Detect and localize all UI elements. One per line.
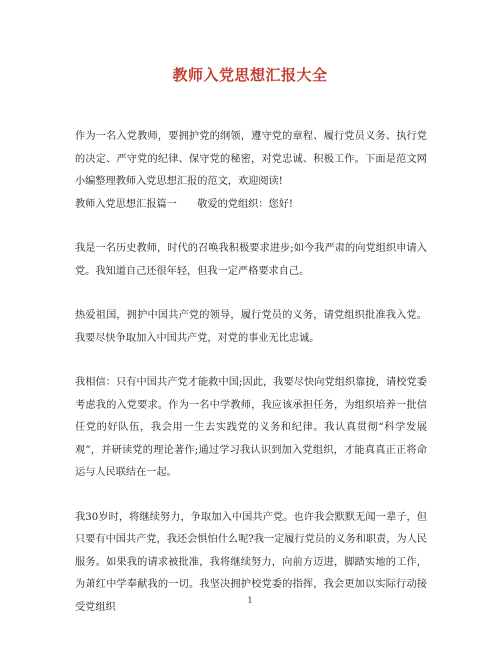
paragraph-gap: [75, 216, 427, 238]
body-paragraph: 我30岁时，将继续努力，争取加入中国共产党。也许我会默默无闻一辈子，但只要有中国共产党，我还会惧怕什么呢?我一定履行党员的义务和职责，为人民服务。如果我的请求被批准，我将继续努力，向前方迈进，脚踏实地的工作，为萧红中学奉献我的一切。我坚决拥护校党委的指挥，我会更加以实际行动接受党组织: [75, 511, 427, 613]
paragraph-gap: [75, 350, 427, 372]
body-paragraph: 热爱祖国，拥护中国共产党的领导，履行党员的义务，请党组织批准我入党。我要尽快争取加入中国共产党，对党的事业无比忠诚。: [75, 310, 427, 344]
document-title: 教师入党思想汇报大全: [172, 66, 328, 84]
paragraph-gap: [75, 283, 427, 305]
intro-paragraph: 作为一名入党教师，要拥护党的纲领，遵守党的章程、履行党员义务、执行党的决定、严守党的纪律、保守党的秘密，对党忠诚、积极工作。下面是范文网小编整理教师入党思想汇报的范文，欢迎阅读!: [75, 131, 427, 187]
salutation-line: 教师入党思想汇报篇一 敬爱的党组织：您好!: [75, 198, 294, 210]
body-paragraph: 我相信：只有中国共产党才能救中国;因此，我要尽快向党组织靠拢，请校党委考虑我的入党要求。作为一名中学教师，我应该承担任务，为组织培养一批信任党的好队伍，我会用一生去实践党的义务和纪律。我认真贯彻“科学发展观”，并研读党的理论著作;通过学习我认识到加入党组织，才能真真正正将命运与人民联结在一起。: [75, 377, 427, 478]
page-number: 1: [247, 596, 253, 605]
body-paragraph: 我是一名历史教师，时代的召唤我积极要求进步;如今我严肃的向党组织申请入党。我知道自己还很年轻，但我一定严格要求自己。: [75, 243, 427, 277]
paragraph-gap: [75, 485, 427, 507]
document-body: [75, 126, 427, 619]
